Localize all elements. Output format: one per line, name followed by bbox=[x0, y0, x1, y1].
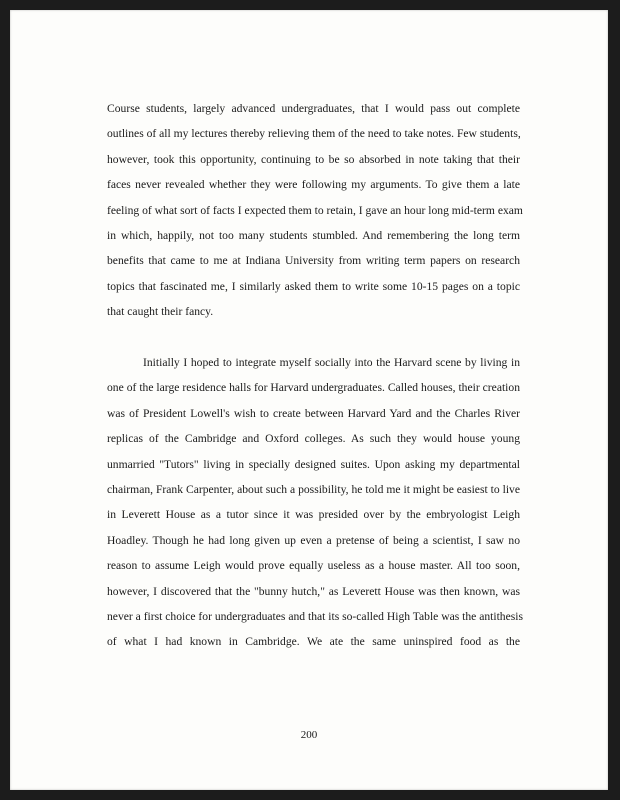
text-line: outlines of all my lectures thereby relieving them of the need to take notes. Few students, bbox=[107, 127, 521, 141]
text-line: however, took this opportunity, continuing to be so absorbed in note taking that their bbox=[107, 152, 520, 166]
text-line: Hoadley. Though he had long given up even a pretense of being a scientist, I saw no bbox=[107, 533, 520, 547]
paragraph-2 bbox=[107, 350, 523, 655]
text-line: never a first choice for undergraduates and that its so-called High Table was the antithesis bbox=[107, 609, 523, 623]
text-line: replicas of the Cambridge and Oxford colleges. As such they would house young bbox=[107, 432, 520, 446]
text-line: feeling of what sort of facts I expected them to retain, I gave an hour long mid-term exam bbox=[107, 203, 523, 217]
text-line: however, I discovered that the "bunny hutch," as Leverett House was then known, was bbox=[107, 584, 520, 598]
text-line: Initially I hoped to integrate myself socially into the Harvard scene by living in bbox=[143, 356, 520, 369]
text-line: topics that fascinated me, I similarly asked them to write some 10-15 pages on a topic bbox=[107, 279, 520, 293]
text-line: reason to assume Leigh would prove equally useless as a house master. All too soon, bbox=[107, 559, 520, 573]
paragraph-1 bbox=[107, 96, 523, 325]
text-line: in which, happily, not too many students stumbled. And remembering the long term bbox=[107, 228, 520, 242]
text-line: was of President Lowell's wish to create between Harvard Yard and the Charles River bbox=[107, 406, 520, 420]
text-line: unmarried "Tutors" living in specially designed suites. Upon asking my departmental bbox=[107, 457, 520, 471]
document-page bbox=[10, 10, 608, 790]
text-line: one of the large residence halls for Harvard undergraduates. Called houses, their creation bbox=[107, 381, 520, 395]
text-line: Course students, largely advanced undergraduates, that I would pass out complete bbox=[107, 102, 520, 115]
text-line: that caught their fancy. bbox=[107, 305, 214, 319]
text-line: faces never revealed whether they were following my arguments. To give them a late bbox=[107, 178, 520, 192]
page-number: 200 bbox=[300, 729, 318, 741]
text-line: in Leverett House as a tutor since it was presided over by the embryologist Leigh bbox=[107, 508, 520, 522]
text-line: benefits that came to me at Indiana University from writing term papers on research bbox=[107, 254, 520, 268]
text-line: chairman, Frank Carpenter, about such a possibility, he told me it might be easiest to live bbox=[107, 482, 520, 496]
text-line: of what I had known in Cambridge. We ate the same uninspired food as the bbox=[107, 635, 520, 649]
